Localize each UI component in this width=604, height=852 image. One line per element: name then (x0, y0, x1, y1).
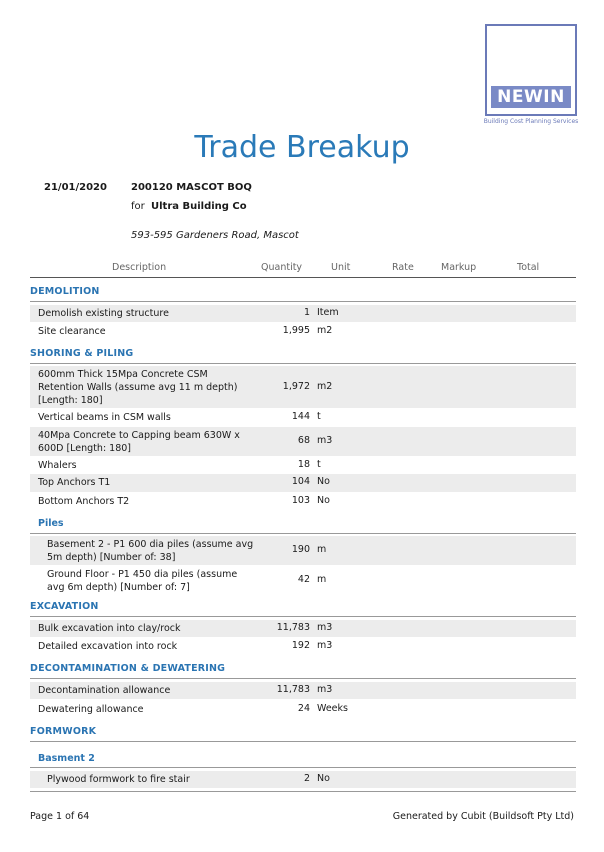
row-description: Detailed excavation into rock (38, 641, 178, 652)
table-row (30, 566, 576, 595)
section-formwork: FORMWORK (30, 726, 97, 737)
generated-by: Generated by Cubit (Buildsoft Pty Ltd) (392, 811, 574, 822)
table-row (30, 474, 576, 492)
row-quantity: 24 (297, 703, 310, 714)
col-rate: Rate (392, 262, 414, 273)
row-description: Plywood formwork to fire stair (47, 774, 190, 785)
divider (30, 767, 576, 768)
row-description-line2: avg 6m depth) [Number of: 7] (47, 582, 190, 593)
row-unit: Item (317, 307, 339, 318)
row-unit: m2 (317, 381, 333, 392)
col-quantity: Quantity (261, 262, 303, 273)
header-divider (30, 277, 576, 278)
table-row (30, 366, 576, 408)
table-row (30, 771, 576, 788)
page-title: Trade Breakup (194, 130, 410, 165)
for-label: for (131, 201, 145, 212)
divider (30, 301, 576, 302)
row-description: Bulk excavation into clay/rock (38, 623, 181, 634)
row-unit: m2 (317, 325, 333, 336)
row-unit: No (317, 495, 330, 506)
page-number: Page 1 of 64 (30, 811, 90, 822)
table-row (30, 409, 576, 426)
client-name: Ultra Building Co (151, 201, 247, 212)
row-unit: m3 (317, 435, 333, 446)
row-unit: No (317, 773, 330, 784)
row-quantity: 1,972 (282, 381, 310, 392)
row-description-line1: 600mm Thick 15Mpa Concrete CSM (38, 369, 208, 380)
subsection-basement-2: Basment 2 (38, 753, 95, 764)
company-logo (485, 24, 577, 116)
project-address: 593-595 Gardeners Road, Mascot (131, 230, 299, 241)
table-row (30, 457, 576, 474)
logo-tagline: Building Cost Planning Services (483, 118, 579, 125)
col-total: Total (517, 262, 540, 273)
project-name: 200120 MASCOT BOQ (131, 182, 252, 193)
row-quantity: 1 (303, 307, 310, 318)
col-unit: Unit (331, 262, 351, 273)
section-shoring-piling: SHORING & PILING (30, 348, 134, 359)
row-description: Decontamination allowance (38, 685, 171, 696)
table-row (30, 701, 576, 718)
table-row (30, 536, 576, 565)
row-unit: m (317, 544, 327, 555)
row-description: Vertical beams in CSM walls (38, 412, 171, 423)
row-unit: t (317, 411, 321, 422)
table-row (30, 638, 576, 655)
subsection-piles: Piles (38, 518, 64, 529)
row-quantity: 190 (291, 544, 310, 555)
row-quantity: 192 (291, 640, 310, 651)
section-excavation: EXCAVATION (30, 601, 99, 612)
table-row (30, 682, 576, 699)
section-decontamination: DECONTAMINATION & DEWATERING (30, 663, 226, 674)
row-quantity: 104 (291, 476, 310, 487)
divider (30, 741, 576, 742)
report-date: 21/01/2020 (44, 182, 107, 193)
row-quantity: 68 (297, 435, 310, 446)
row-description: Demolish existing structure (38, 308, 169, 319)
row-unit: t (317, 459, 321, 470)
divider (30, 533, 576, 534)
row-quantity: 1,995 (282, 325, 310, 336)
row-description-line2: Retention Walls (assume avg 11 m depth) (38, 382, 238, 393)
divider (30, 363, 576, 364)
table-row (30, 427, 576, 456)
row-unit: Weeks (317, 703, 348, 714)
row-description: Dewatering allowance (38, 704, 144, 715)
row-description-line1: Ground Floor - P1 450 dia piles (assume (47, 569, 238, 580)
table-row (30, 620, 576, 637)
row-description-line1: Basement 2 - P1 600 dia piles (assume avg (47, 539, 254, 550)
section-demolition: DEMOLITION (30, 286, 100, 297)
row-quantity: 42 (297, 574, 310, 585)
divider (30, 678, 576, 679)
row-description-line3: [Length: 180] (38, 395, 103, 406)
row-description: Top Anchors T1 (38, 477, 111, 488)
row-quantity: 144 (291, 411, 310, 422)
row-description: Bottom Anchors T2 (38, 496, 130, 507)
row-quantity: 103 (291, 495, 310, 506)
row-unit: No (317, 476, 330, 487)
row-description: Site clearance (38, 326, 106, 337)
row-unit: m3 (317, 684, 333, 695)
row-quantity: 2 (303, 773, 310, 784)
row-description: Whalers (38, 460, 77, 471)
logo-brand: NEWIN (491, 86, 571, 108)
row-quantity: 18 (297, 459, 310, 470)
table-row (30, 493, 576, 510)
row-description-line2: 5m depth) [Number of: 38] (47, 552, 176, 563)
divider (30, 616, 576, 617)
row-description-line1: 40Mpa Concrete to Capping beam 630W x (38, 430, 240, 441)
row-quantity: 11,783 (276, 622, 310, 633)
table-row (30, 323, 576, 340)
divider (30, 791, 576, 792)
col-description: Description (112, 262, 167, 273)
row-unit: m3 (317, 640, 333, 651)
row-description-line2: 600D [Length: 180] (38, 443, 132, 454)
col-markup: Markup (441, 262, 477, 273)
table-row (30, 305, 576, 322)
row-quantity: 11,783 (276, 684, 310, 695)
row-unit: m (317, 574, 327, 585)
row-unit: m3 (317, 622, 333, 633)
